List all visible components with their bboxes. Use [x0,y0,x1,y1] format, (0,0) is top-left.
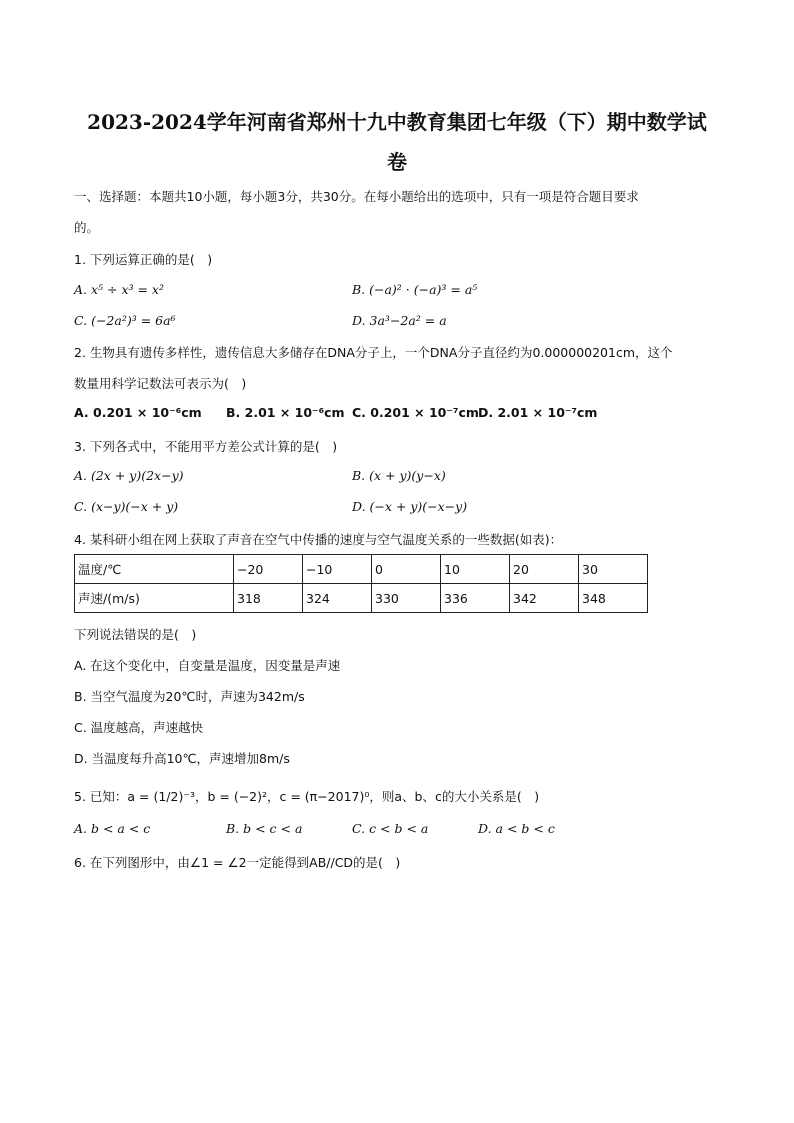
q5-option-a: A. b < a < c [74,821,151,836]
q2-option-d: D. 2.01 × 10⁻⁷cm [478,405,598,420]
exam-title-line1: 2023-2024学年河南省郑州十九中教育集团七年级（下）期中数学试 [87,110,707,134]
table-cell: 声速/(m/s) [75,584,234,613]
q4-option-d: D. 当温度每升高10℃，声速增加8m/s [74,751,290,766]
table-cell: 温度/℃ [75,555,234,584]
q4-option-c: C. 温度越高，声速越快 [74,720,204,735]
q5-stem: 5. 已知：a = (1/2)⁻³，b = (−2)²，c = (π−2017)⁰，则a、b、c的大小关系是( ) [74,789,540,804]
q4-data-table [74,554,648,613]
q3-stem: 3. 下列各式中，不能用平方差公式计算的是( ) [74,439,338,454]
table-cell: −20 [234,555,303,584]
q2-stem-line1: 2. 生物具有遗传多样性，遗传信息大多储存在DNA分子上，一个DNA分子直径约为0.000000201cm，这个 [74,345,673,360]
q1-option-b: B. (−a)² · (−a)³ = a⁵ [352,282,478,297]
q5-option-b: B. b < c < a [226,821,303,836]
exam-title-line2: 卷 [387,150,407,174]
table-cell: 20 [510,555,579,584]
table-cell: 348 [579,584,648,613]
table-cell: 10 [441,555,510,584]
q4-option-a: A. 在这个变化中，自变量是温度，因变量是声速 [74,658,341,673]
q4-stem: 4. 某科研小组在网上获取了声音在空气中传播的速度与空气温度关系的一些数据(如表)： [74,532,563,547]
q3-option-d: D. (−x + y)(−x−y) [352,499,468,514]
table-cell: 336 [441,584,510,613]
q3-option-c: C. (x−y)(−x + y) [74,499,179,514]
q1-option-a: A. x⁵ ÷ x³ = x² [74,282,164,297]
table-cell: 330 [372,584,441,613]
table-cell: −10 [303,555,372,584]
q5-option-d: D. a < b < c [478,821,555,836]
table-row [75,584,648,613]
table-row [75,555,648,584]
q3-option-a: A. (2x + y)(2x−y) [74,468,184,483]
table-cell: 318 [234,584,303,613]
q1-option-c: C. (−2a²)³ = 6a⁶ [74,313,176,328]
q2-stem-line2: 数量用科学记数法可表示为( ) [74,376,247,391]
table-cell: 0 [372,555,441,584]
q1-stem: 1. 下列运算正确的是( ) [74,252,213,267]
q1-option-d: D. 3a³−2a² = a [352,313,447,328]
q5-option-c: C. c < b < a [352,821,429,836]
q2-option-b: B. 2.01 × 10⁻⁶cm [226,405,345,420]
table-cell: 30 [579,555,648,584]
table-cell: 342 [510,584,579,613]
q2-option-c: C. 0.201 × 10⁻⁷cm [352,405,479,420]
q4-option-b: B. 当空气温度为20℃时，声速为342m/s [74,689,305,704]
section1-instructions-line2: 的。 [74,220,100,235]
q2-option-a: A. 0.201 × 10⁻⁶cm [74,405,202,420]
q4-prompt: 下列说法错误的是( ) [74,627,197,642]
section1-instructions-line1: 一、选择题：本题共10小题，每小题3分，共30分。在每小题给出的选项中，只有一项是符合题目要求 [74,189,639,204]
q3-option-b: B. (x + y)(y−x) [352,468,446,483]
q6-stem: 6. 在下列图形中，由∠1 = ∠2一定能得到AB//CD的是( ) [74,855,401,870]
table-cell: 324 [303,584,372,613]
